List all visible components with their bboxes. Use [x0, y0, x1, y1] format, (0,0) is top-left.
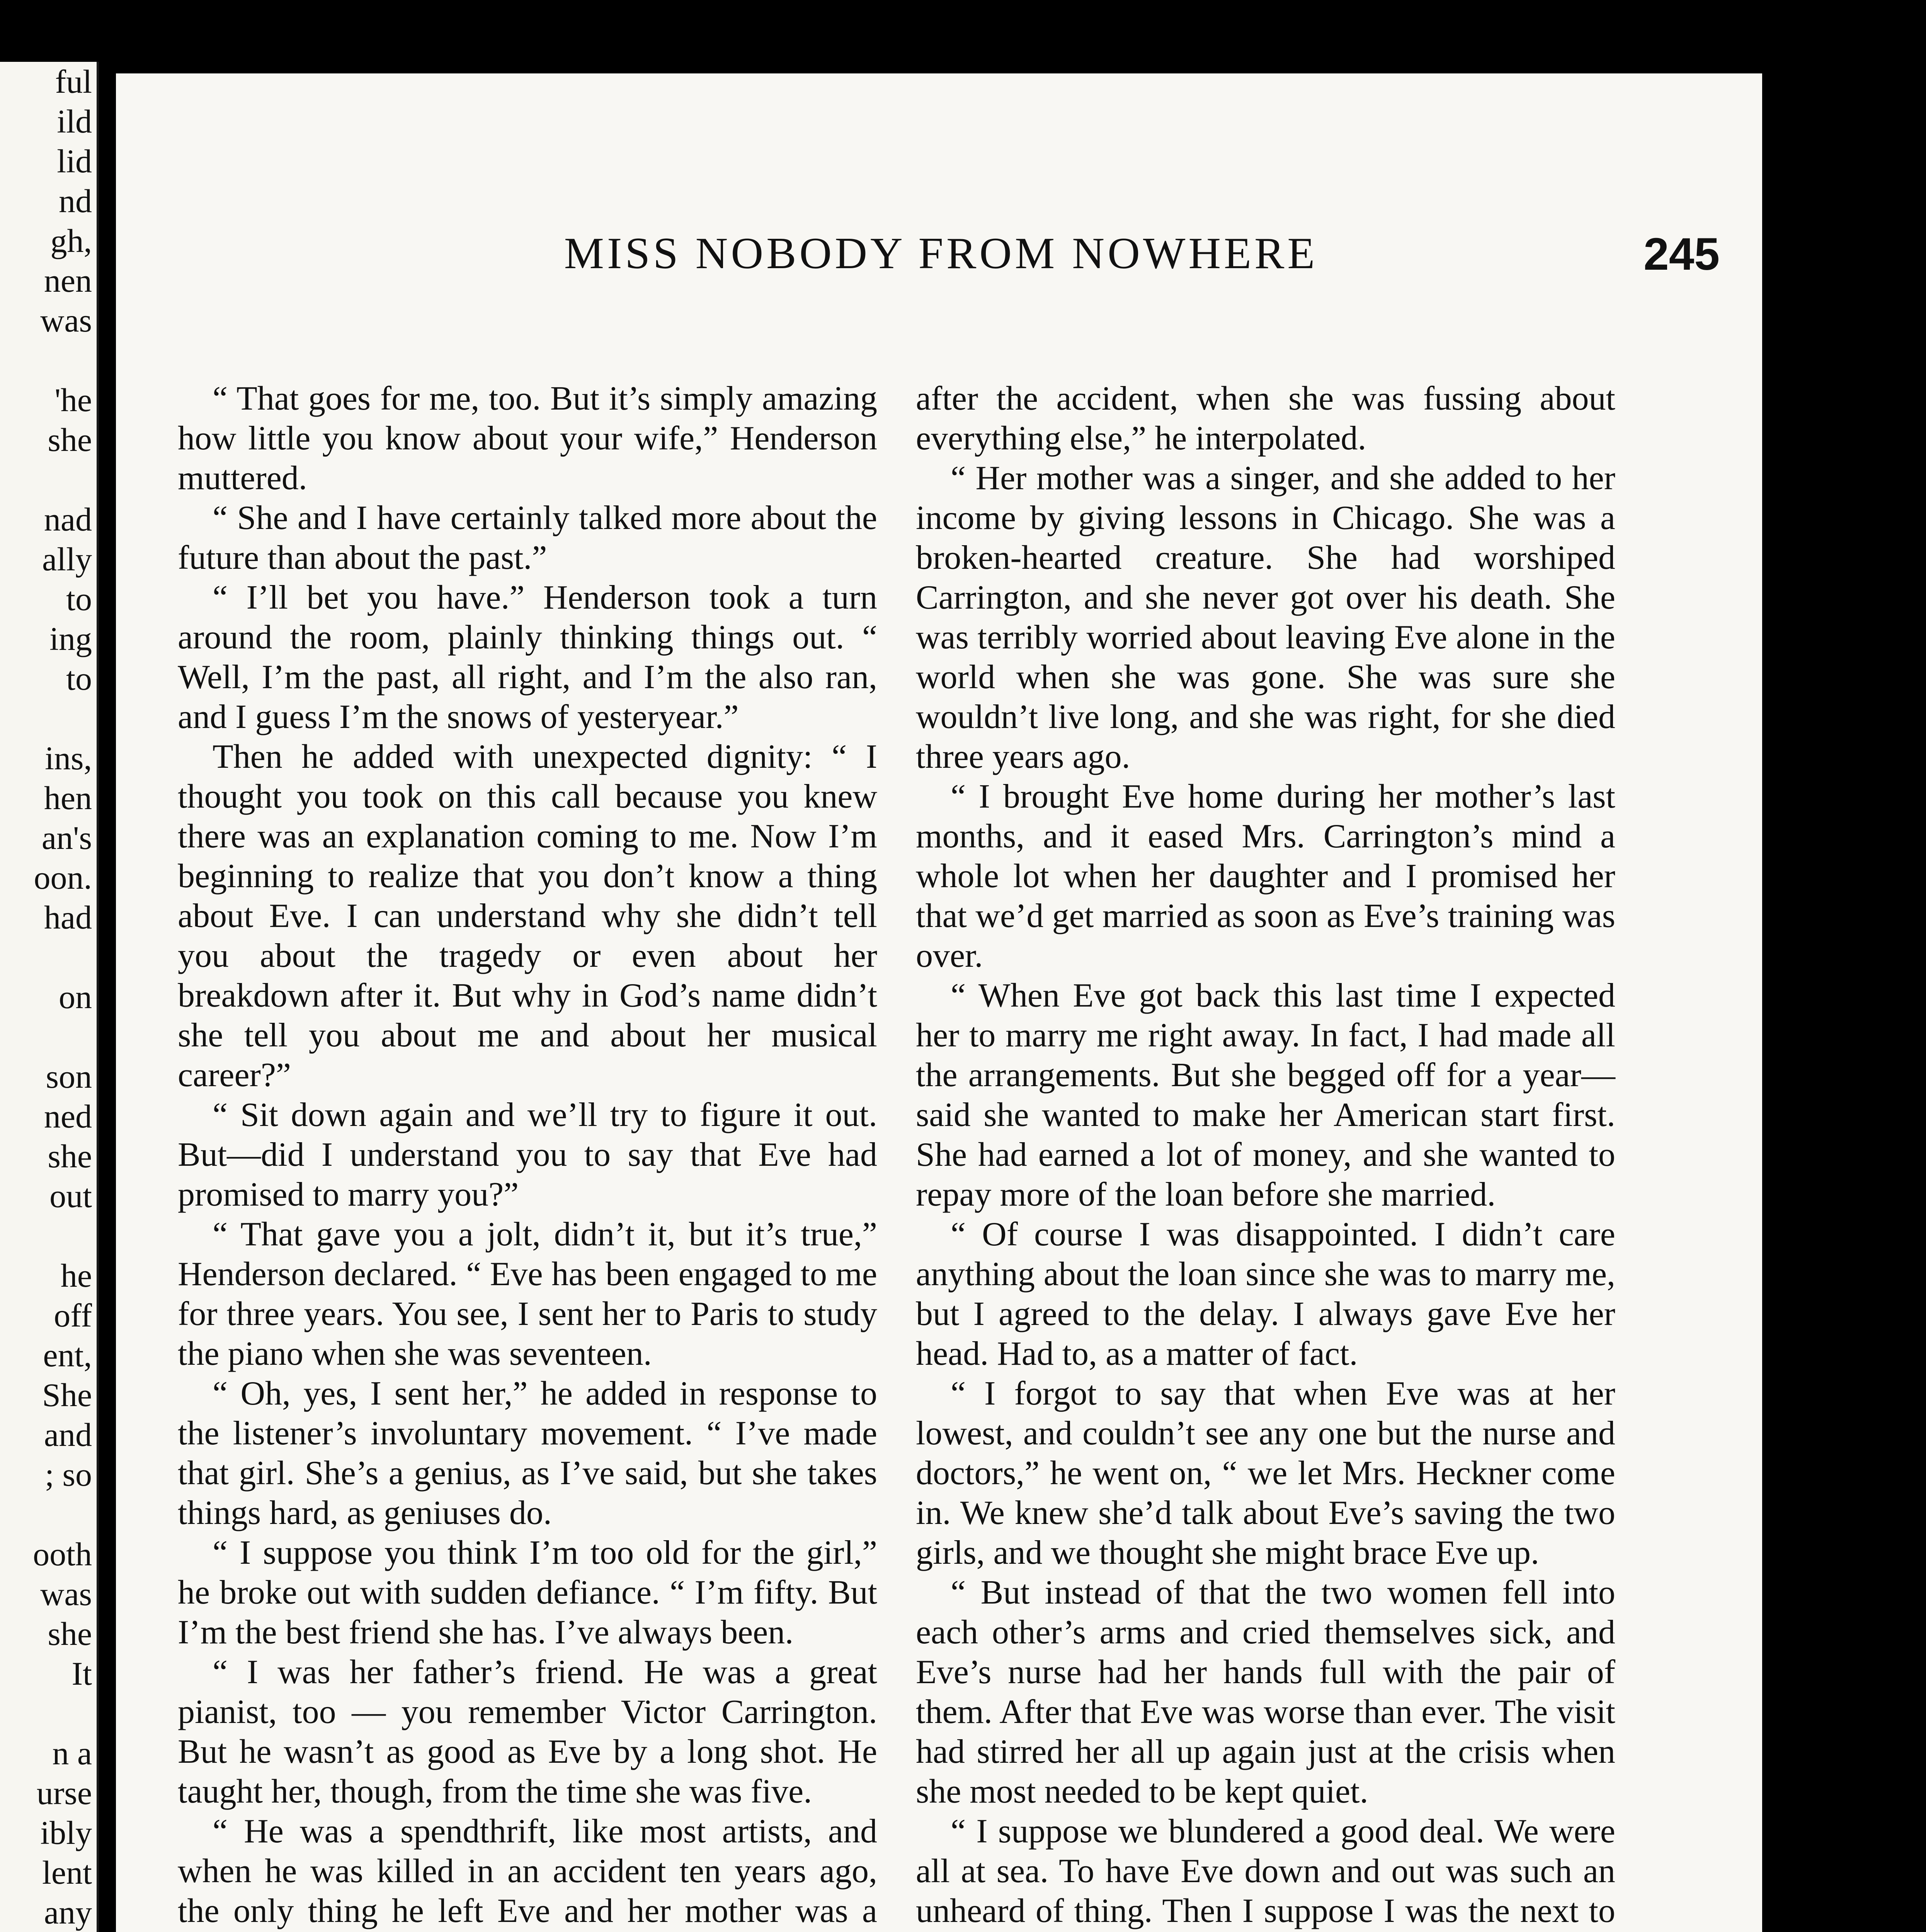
paragraph: “ When Eve got back this last time I expected her to marry me right away. In fact, I had made all the arrangements. But she begged off for a year—said she wanted to make her American start first. She had earned a lot of money, and she wanted to repay more of the loan before she married. [916, 977, 1615, 1213]
facing-page-line-fragment: ibly [40, 1814, 92, 1851]
paragraph: “ I suppose you think I’m too old for the girl,” he broke out with sudden defiance. “ I’m fifty. But I’m the best friend she has. I’ve always been. [178, 1534, 877, 1651]
facing-page-line-fragment: was [40, 302, 92, 339]
facing-page-line-fragment: on [59, 978, 92, 1015]
facing-page-line-fragment: son [46, 1058, 92, 1095]
facing-page-line-fragment: hen [44, 779, 92, 816]
paragraph: “ Her mother was a singer, and she added to her income by giving lessons in Chicago. She was a broken-hearted creature. She had worshiped Carrington, and she never got over his death. She was terribly worried about leaving Eve alone in the world when she was gone. She was sure she wouldn’t live long, and she was right, for she died three years ago. [916, 459, 1615, 776]
paragraph: “ That goes for me, too. But it’s simply amazing how little you know about your wife,” Henderson muttered. [178, 380, 877, 497]
paragraph: “ I’ll bet you have.” Henderson took a turn around the room, plainly thinking things out. “ Well, I’m the past, all right, and I’m the also ran, and I guess I’m the snows of yesteryear.” [178, 579, 877, 736]
facing-page-line-fragment: oon. [34, 859, 92, 896]
facing-page-line-fragment: It [71, 1655, 92, 1692]
facing-page-line-fragment [92, 1495, 97, 1534]
facing-page-line-fragment: lid [57, 143, 92, 180]
paragraph: “ I was her father’s friend. He was a great pianist, too — you remember Victor Carrington. But he wasn’t as good as Eve by a long shot. He taught her, though, from the time she was five. [178, 1653, 877, 1810]
facing-page-line-fragment: ild [57, 103, 92, 140]
facing-page-line-fragment: ; so [45, 1456, 92, 1493]
facing-page-text [26, 62, 97, 1932]
facing-page-line-fragment: any [44, 1894, 92, 1931]
facing-page-line-fragment [92, 460, 97, 500]
facing-page-line-fragment: ned [44, 1098, 92, 1135]
facing-page-line-fragment: out [49, 1177, 92, 1214]
facing-page-line-fragment [92, 699, 97, 738]
facing-page-line-fragment: lent [42, 1854, 92, 1891]
facing-page-line-fragment: ing [49, 620, 92, 657]
facing-page-line-fragment: was [40, 1575, 92, 1612]
paragraph: “ Oh, yes, I sent her,” he added in response to the listener’s involuntary movement. “ I’ve made that girl. She’s a genius, as I’ve said, but she takes things hard, as geniuses do. [178, 1375, 877, 1532]
running-header [162, 228, 1720, 286]
facing-page-line-fragment: to [66, 580, 92, 617]
facing-page-line-fragment: She [42, 1376, 92, 1413]
facing-page-line-fragment: ooth [33, 1536, 92, 1573]
facing-page-line-fragment: an's [41, 819, 92, 856]
paragraph: “ Sit down again and we’ll try to figure it out. But—did I understand you to say that Eve had promised to marry you?” [178, 1096, 877, 1213]
facing-page-line-fragment: ins, [45, 740, 92, 777]
facing-page-line-fragment: gh, [50, 222, 92, 259]
facing-page-line-fragment: nd [59, 182, 92, 219]
facing-page-line-fragment: nad [44, 501, 92, 538]
paragraph: “ He was a spendthrift, like most artists, and when he was killed in an accident ten years ago, the only thing he left Eve and her mother was a [178, 1813, 877, 1930]
facing-page-line-fragment: she [48, 1615, 92, 1652]
paragraph: “ I forgot to say that when Eve was at her lowest, and couldn’t see any one but the nurse and doctors,” he went on, “ we let Mrs. Heckner come in. We knew she’d talk about Eve’s saving the two girls, and we thought she might brace Eve up. [916, 1375, 1615, 1571]
facing-page-line-fragment: ally [42, 541, 92, 578]
paragraph: “ That gave you a jolt, didn’t it, but it’s true,” Henderson declared. “ Eve has been engaged to me for three years. You see, I sent her to Paris to study the piano when she was seventeen. [178, 1216, 877, 1372]
paragraph: “ I suppose we blundered a good deal. We were all at sea. To have Eve down and out was such an unheard of thing. Then I suppose I was the next to [916, 1813, 1615, 1930]
facing-page-line-fragment: n a [52, 1735, 92, 1772]
paragraph: “ Of course I was disappointed. I didn’t care anything about the loan since she was to marry me, but I agreed to the delay. I always gave Eve her head. Had to, as a matter of fact. [916, 1216, 1615, 1372]
right-column [916, 379, 1615, 1932]
paragraph: Then he added with unexpected dignity: “ I thought you took on this call because you knew there was an explanation coming to me. Now I’m beginning to realize that you don’t know a thing about Eve. I can understand why she didn’t tell you about the tragedy or even about her breakdown after it. But why in God’s name didn’t she tell you about me and about her musical career?” [178, 738, 877, 1094]
facing-page-line-fragment: to [66, 660, 92, 697]
paragraph: “ I brought Eve home during her mother’s last months, and it eased Mrs. Carrington’s mind a whole lot when her daughter and I promised her that we’d get married as soon as Eve’s training was over. [916, 778, 1615, 975]
paragraph: “ But instead of that the two women fell into each other’s arms and cried themselves sick, and Eve’s nurse had her hands full with the pair of them. After that Eve was worse than ever. The visit had stirred her all up again just at the crisis when she most needed to be kept quiet. [916, 1574, 1615, 1810]
facing-page-edge [0, 62, 99, 1932]
facing-page-line-fragment: ent, [43, 1337, 92, 1374]
facing-page-line-fragment: urse [36, 1774, 92, 1811]
facing-page-line-fragment [92, 1694, 97, 1733]
facing-page-line-fragment: 'he [54, 381, 92, 418]
book-page [116, 73, 1762, 1932]
facing-page-line-fragment: he [60, 1257, 92, 1294]
page-number: 245 [1644, 229, 1720, 280]
facing-page-line-fragment: she [48, 421, 92, 458]
facing-page-line-fragment: ful [55, 63, 92, 100]
paragraph: after the accident, when she was fussing about everything else,” he interpolated. [916, 380, 1615, 457]
paragraph: “ She and I have certainly talked more about the future than about the past.” [178, 499, 877, 577]
facing-page-line-fragment [92, 340, 97, 380]
facing-page-line-fragment: nen [44, 262, 92, 299]
facing-page-line-fragment [92, 937, 97, 977]
facing-page-line-fragment: had [44, 899, 92, 936]
left-column [178, 379, 877, 1932]
facing-page-line-fragment [92, 1017, 97, 1057]
facing-page-line-fragment: off [54, 1297, 92, 1334]
facing-page-line-fragment: she [48, 1138, 92, 1175]
facing-page-line-fragment: and [44, 1416, 92, 1453]
running-title: MISS NOBODY FROM NOWHERE [564, 229, 1318, 278]
facing-page-line-fragment [92, 1216, 97, 1256]
